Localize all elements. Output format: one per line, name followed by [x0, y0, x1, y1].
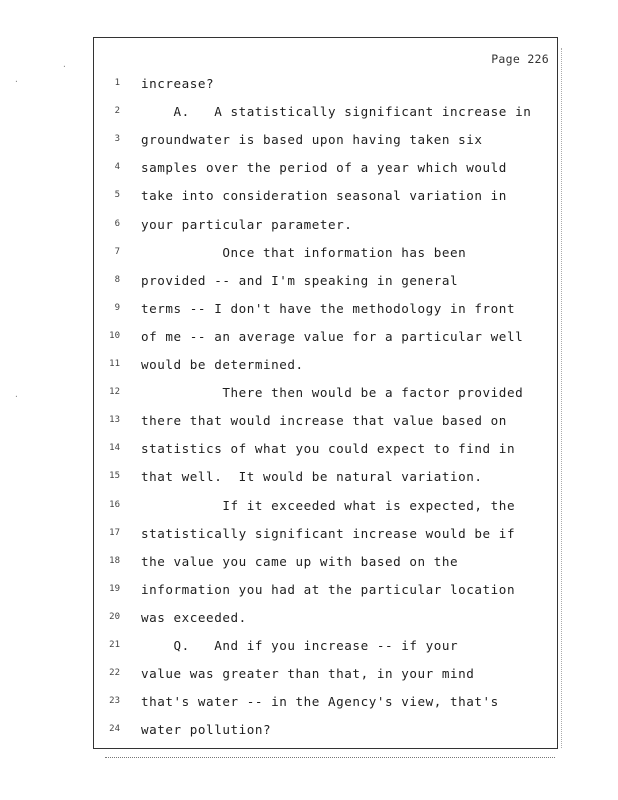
transcript-line: that's water -- in the Agency's view, that's [141, 694, 499, 710]
line-number: 22 [109, 668, 120, 679]
line-number: 16 [109, 499, 120, 510]
transcript-line: value was greater than that, in your mind [141, 666, 475, 682]
transcript-line: If it exceeded what is expected, the [141, 497, 516, 513]
line-number: 13 [109, 415, 120, 426]
line-number: 20 [109, 611, 120, 622]
line-number: 2 [114, 106, 120, 117]
line-number: 4 [114, 162, 120, 173]
bottom-rule [105, 757, 555, 758]
line-number: 12 [109, 387, 120, 398]
page-edge-divider [561, 48, 562, 748]
line-number: 1 [114, 78, 120, 88]
transcript-line: Q. And if you increase -- if your [141, 638, 459, 653]
transcript-line: information you had at the particular location [141, 581, 516, 597]
transcript-line: your particular parameter. [141, 216, 353, 232]
scan-speck: · [14, 392, 19, 401]
line-number: 17 [109, 527, 120, 538]
transcript-line: the value you came up with based on the [141, 553, 459, 569]
transcript-line: there that would increase that value based on [141, 413, 507, 429]
transcript-line: statistics of what you could expect to find in [141, 441, 516, 457]
transcript-line: take into consideration seasonal variation in [141, 188, 507, 204]
transcript-line: A. A statistically significant increase in [141, 104, 532, 120]
line-number: 6 [114, 218, 120, 229]
transcript-line: terms -- I don't have the methodology in front [141, 300, 516, 316]
scan-speck: · [14, 77, 19, 86]
transcript-page [93, 37, 558, 749]
transcript-line: of me -- an average value for a particular well [141, 328, 524, 344]
transcript-line: statistically significant increase would be if [141, 525, 516, 541]
transcript-line: would be determined. [141, 357, 304, 372]
line-number: 19 [109, 583, 120, 594]
transcript-line: provided -- and I'm speaking in general [141, 272, 459, 288]
transcript-line: increase? [141, 76, 215, 91]
line-number: 11 [109, 359, 120, 369]
transcript-line: water pollution? [141, 722, 272, 738]
transcript-line: Once that information has been [141, 244, 467, 260]
line-number: 14 [109, 443, 120, 454]
transcript-line: There then would be a factor provided [141, 385, 524, 401]
line-number: 3 [114, 134, 120, 145]
line-number: 18 [109, 555, 120, 566]
transcript-line: that well. It would be natural variation. [141, 469, 483, 485]
transcript-line: was exceeded. [141, 609, 247, 625]
line-number: 15 [109, 471, 120, 482]
line-number: 9 [114, 302, 120, 313]
line-number: 21 [109, 640, 120, 650]
transcript-line: samples over the period of a year which would [141, 160, 507, 176]
line-number: 23 [109, 696, 120, 707]
scan-speck: · [62, 62, 67, 71]
line-number: 8 [114, 274, 120, 285]
line-number: 5 [114, 190, 120, 201]
line-number: 7 [114, 246, 120, 257]
transcript-line: groundwater is based upon having taken six [141, 132, 483, 148]
line-number: 10 [109, 330, 120, 341]
page-number: Page 226 [491, 52, 549, 66]
line-number: 24 [109, 724, 120, 735]
